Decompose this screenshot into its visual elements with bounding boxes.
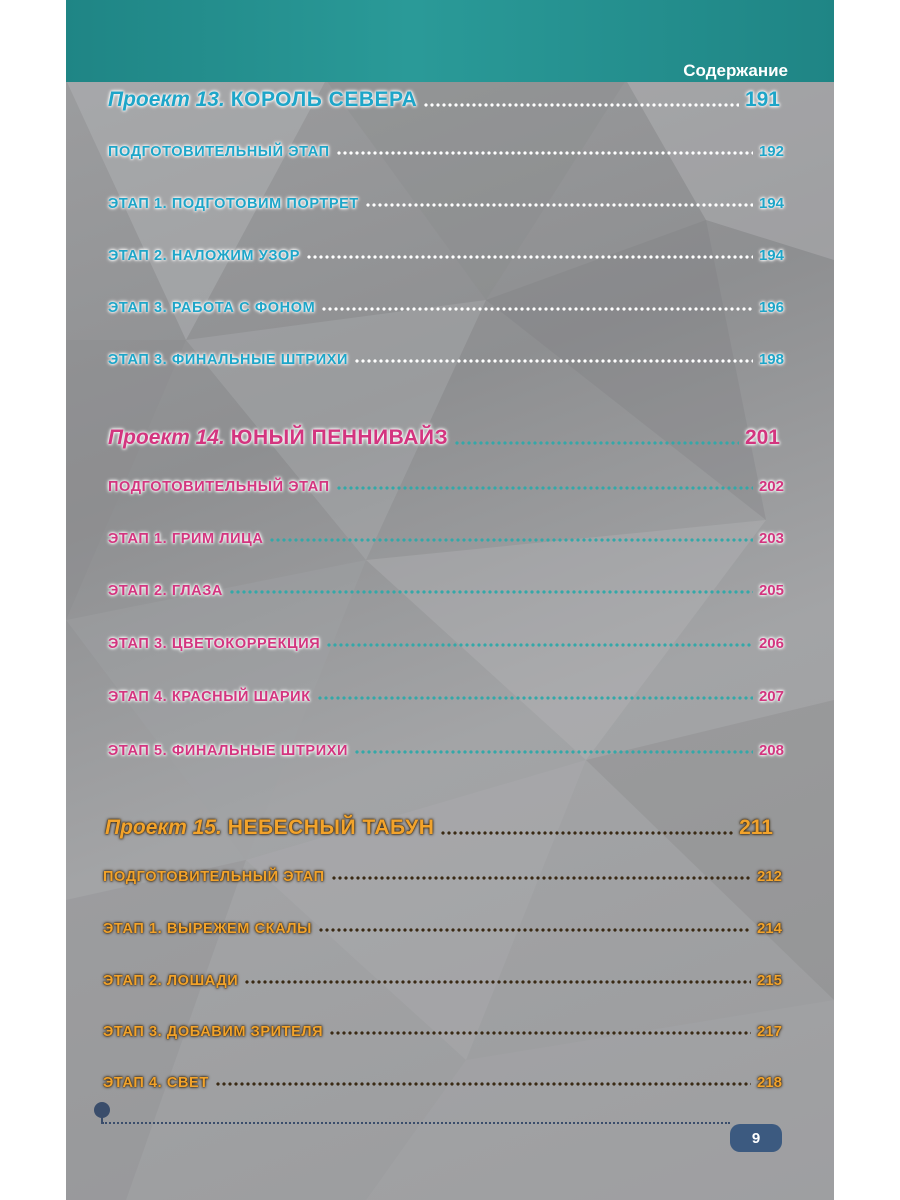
toc-item[interactable] [108, 530, 784, 547]
project-label: Проект 14. [108, 426, 225, 449]
toc-item-label: ЭТАП 5. ФИНАЛЬНЫЕ ШТРИХИ [108, 743, 349, 759]
dot-leader [229, 589, 753, 595]
toc-item-label: ЭТАП 1. ГРИМ ЛИЦА [108, 531, 264, 547]
page-number: 201 [744, 426, 780, 449]
dot-leader [329, 1030, 751, 1036]
toc-item-label: ПОДГОТОВИТЕЛЬНЫЙ ЭТАП [108, 144, 330, 160]
project-label: Проект 13. [108, 88, 225, 111]
toc-item-page: 217 [756, 1023, 782, 1040]
project-15-row[interactable] [105, 816, 773, 840]
page-number: 211 [739, 816, 773, 839]
dot-leader [440, 830, 733, 836]
project-14-row[interactable] [108, 426, 780, 450]
book-page [66, 0, 834, 1200]
toc-item[interactable] [108, 143, 784, 160]
toc-item[interactable] [108, 635, 784, 652]
toc-item-label: ПОДГОТОВИТЕЛЬНЫЙ ЭТАП [108, 479, 330, 495]
toc-item-page: 205 [758, 582, 784, 599]
toc-item-page: 218 [756, 1074, 782, 1091]
toc-item-page: 198 [758, 351, 784, 368]
toc-item-label: ЭТАП 4. КРАСНЫЙ ШАРИК [108, 689, 311, 705]
dot-leader [326, 642, 753, 648]
dot-leader [331, 875, 751, 881]
dot-leader [306, 254, 753, 260]
faceted-background [66, 0, 834, 1200]
toc-item-page: 208 [758, 742, 784, 759]
toc-item[interactable] [108, 582, 784, 599]
project-title: КОРОЛЬ СЕВЕРА [230, 88, 418, 111]
dot-leader [354, 358, 753, 364]
toc-item-label: ЭТАП 3. ДОБАВИМ ЗРИТЕЛЯ [103, 1024, 324, 1040]
toc-item-label: ЭТАП 2. ЛОШАДИ [103, 973, 239, 989]
dot-leader [317, 695, 753, 701]
toc-item-label: ЭТАП 3. РАБОТА С ФОНОМ [108, 300, 316, 316]
project-title: НЕБЕСНЫЙ ТАБУН [227, 816, 435, 839]
toc-item-page: 207 [758, 688, 784, 705]
toc-item[interactable] [103, 920, 782, 937]
toc-item-page: 202 [758, 478, 784, 495]
dot-leader [215, 1081, 751, 1087]
toc-item[interactable] [108, 351, 784, 368]
toc-item-label: ПОДГОТОВИТЕЛЬНЫЙ ЭТАП [103, 869, 325, 885]
toc-item[interactable] [103, 1023, 782, 1040]
dot-leader [244, 979, 751, 985]
toc-item-page: 212 [756, 868, 782, 885]
toc-item-label: ЭТАП 4. СВЕТ [103, 1075, 209, 1091]
dot-leader [454, 440, 739, 446]
toc-item-page: 203 [758, 530, 784, 547]
toc-item-page: 206 [758, 635, 784, 652]
project-label: Проект 15. [105, 816, 222, 839]
footer-dotted-line [102, 1122, 730, 1124]
toc-item-label: ЭТАП 2. ГЛАЗА [108, 583, 223, 599]
toc-item-page: 194 [758, 247, 784, 264]
dot-leader [336, 485, 753, 491]
dot-leader [423, 102, 739, 108]
page-number-badge: 9 [730, 1124, 782, 1152]
toc-item-page: 215 [756, 972, 782, 989]
toc-item-label: ЭТАП 3. ЦВЕТОКОРРЕКЦИЯ [108, 636, 321, 652]
dot-leader [269, 537, 753, 543]
toc-item[interactable] [108, 299, 784, 316]
toc-item[interactable] [103, 1074, 782, 1091]
toc-item-page: 214 [756, 920, 782, 937]
toc-item-label: ЭТАП 1. ВЫРЕЖЕМ СКАЛЫ [103, 921, 312, 937]
page-number: 191 [744, 88, 780, 111]
toc-item-label: ЭТАП 2. НАЛОЖИМ УЗОР [108, 248, 300, 264]
dot-leader [336, 150, 753, 156]
toc-item-label: ЭТАП 1. ПОДГОТОВИМ ПОРТРЕТ [108, 196, 359, 212]
toc-item[interactable] [108, 247, 784, 264]
toc-item-page: 196 [758, 299, 784, 316]
page-header-title: Содержание [683, 61, 788, 80]
toc-item[interactable] [103, 972, 782, 989]
toc-item[interactable] [108, 688, 784, 705]
toc-item-label: ЭТАП 3. ФИНАЛЬНЫЕ ШТРИХИ [108, 352, 349, 368]
dot-leader [318, 927, 751, 933]
toc-item[interactable] [108, 195, 784, 212]
dot-leader [365, 202, 753, 208]
toc-item-page: 192 [758, 143, 784, 160]
project-title: ЮНЫЙ ПЕННИВАЙЗ [230, 426, 449, 449]
toc-item[interactable] [108, 478, 784, 495]
toc-item[interactable] [103, 868, 782, 885]
dot-leader [354, 749, 753, 755]
toc-item[interactable] [108, 742, 784, 759]
dot-leader [321, 306, 753, 312]
toc-item-page: 194 [758, 195, 784, 212]
project-13-row[interactable] [108, 88, 780, 112]
